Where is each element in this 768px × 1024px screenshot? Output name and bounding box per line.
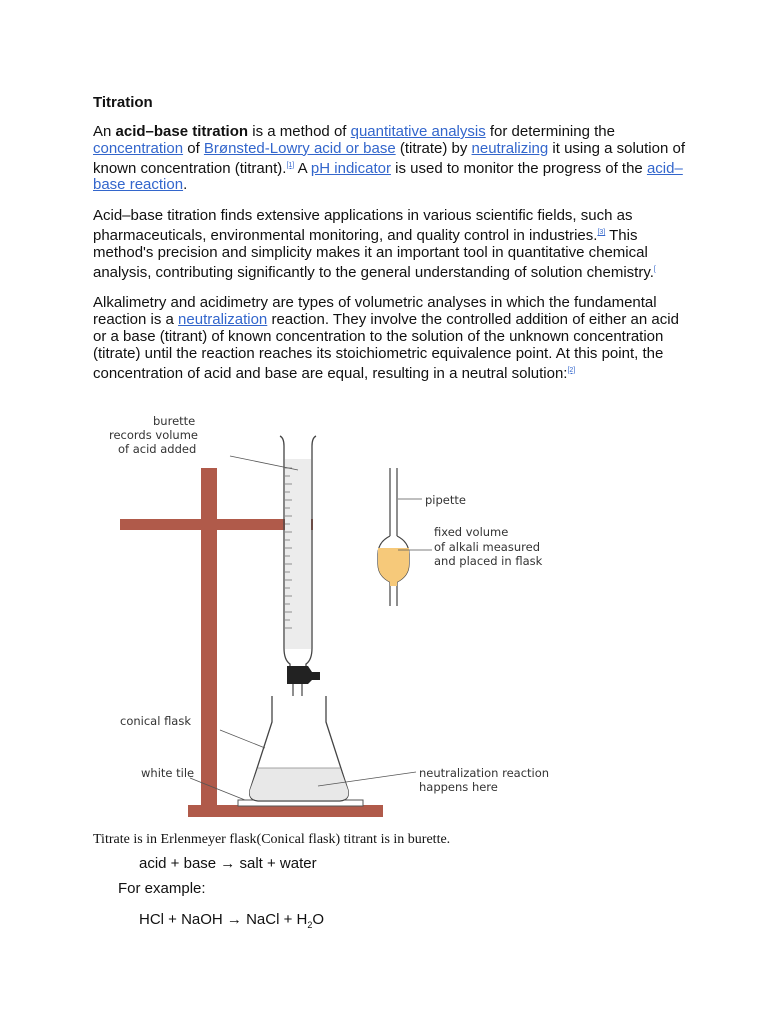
- equation-right: O: [312, 911, 325, 928]
- example-label: For example:: [118, 880, 206, 897]
- text: This method's precision and simplicity makes it an important tool in quantitative chemical analysis, contributing significantly to the general understanding of solution chemistry.: [93, 226, 654, 281]
- paragraph-alkalimetry: [93, 295, 693, 382]
- link-bronsted-lowry[interactable]: Brønsted-Lowry acid or base: [203, 139, 396, 157]
- reference-3[interactable]: [3]: [597, 228, 606, 236]
- link-neutralizing[interactable]: neutralizing: [471, 139, 549, 157]
- reference-2[interactable]: [2]: [567, 366, 576, 374]
- label-fixed-volume: fixed volume: [434, 525, 509, 539]
- equation-subscript: 2: [307, 920, 313, 930]
- paragraph-intro: [93, 124, 693, 194]
- reference-1[interactable]: [1]: [286, 161, 295, 169]
- bold-term: acid–base titration: [115, 123, 249, 140]
- label-fixed-volume-line3: and placed in flask: [434, 554, 543, 568]
- stand-base: [188, 805, 383, 817]
- titration-diagram: [100, 408, 570, 828]
- text: An: [93, 123, 116, 140]
- text: (titrate) by: [395, 139, 472, 157]
- link-quantitative-analysis[interactable]: quantitative analysis: [350, 123, 486, 140]
- text: Acid–base titration finds extensive applications in various scientific fields, such as pharmaceuticals, environmental monitoring, and quality control in industries.: [93, 207, 633, 244]
- text: of: [183, 139, 204, 157]
- text: it using a solution of known concentration (titrant).: [93, 139, 686, 177]
- figure-caption: Titrate is in Erlenmeyer flask(Conical flask) titrant is in burette.: [93, 832, 451, 847]
- label-burette: burette: [153, 414, 196, 428]
- text: reaction. They involve the controlled addition of either an acid or a base (titrant) of known concentration to the solution of the unknown concentration (titrate) until the reaction reaches its stoichiometric equivalence point. At this point, the concentration of acid and base are equal, resulting in a neutral solution:: [93, 311, 679, 382]
- label-pipette: pipette: [425, 493, 466, 507]
- general-equation: acid + base → salt + water: [139, 855, 317, 872]
- label-neutralization-line2: happens here: [419, 780, 498, 794]
- text: for determining the: [485, 123, 615, 140]
- text: is used to monitor the progress of the: [390, 159, 647, 177]
- article: [93, 94, 693, 396]
- equation-left: HCl + NaOH → NaCl + H: [139, 911, 308, 928]
- paragraph-applications: [93, 208, 693, 281]
- label-conical-flask: conical flask: [120, 714, 192, 728]
- link-ph-indicator[interactable]: pH indicator: [310, 159, 391, 177]
- label-neutralization: neutralization reaction: [419, 766, 550, 780]
- text: Alkalimetry and acidimetry are types of volumetric analyses in which the fundamental reaction is a: [93, 294, 657, 329]
- link-neutralization[interactable]: neutralization: [178, 311, 268, 329]
- example-equation: [139, 911, 324, 930]
- text: is a method of: [248, 123, 351, 140]
- link-concentration[interactable]: concentration: [93, 139, 184, 157]
- label-burette-line3: of acid added: [118, 442, 197, 456]
- article-title: Titration: [93, 94, 153, 111]
- burette-stopcock: [287, 666, 320, 684]
- pipette: [378, 468, 409, 606]
- label-white-tile: white tile: [141, 766, 195, 780]
- reference-trailing[interactable]: [: [653, 265, 656, 273]
- link-acid-base-reaction[interactable]: acid–base reaction: [93, 159, 683, 194]
- label-burette-line2: records volume: [109, 428, 198, 442]
- label-fixed-volume-line2: of alkali measured: [434, 540, 540, 554]
- burette: [280, 436, 320, 708]
- conical-flask: [250, 696, 349, 801]
- text: A: [294, 159, 311, 177]
- text: .: [183, 176, 188, 194]
